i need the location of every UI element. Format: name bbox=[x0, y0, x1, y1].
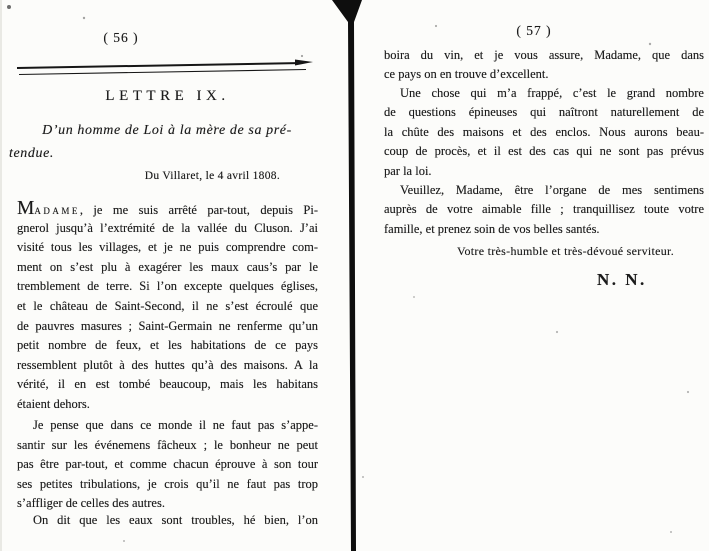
text-line: auprès de votre aimable fille ; tranquillisez toute votre bbox=[384, 202, 704, 217]
text-line: pas être par-tout, et comme chacun éprouve à son tour bbox=[17, 457, 318, 472]
text-line: coup de procès, et il est des cas qui ne sont pas prévus bbox=[384, 144, 704, 159]
text-line: gnerol jusqu’à l’extrémité de la vallée du Cluson. J’ai bbox=[17, 220, 318, 235]
letter-subtitle bbox=[9, 119, 325, 165]
text-line: vérité, il en est tombé beaucoup, mais les habitans bbox=[17, 377, 318, 392]
text-line: petit nombre de feux, et les habitations de ce pays bbox=[17, 338, 318, 353]
text-line: tremblement de terre. Si l’on excepte quelques églises, bbox=[17, 279, 318, 294]
text-line: ment on s’est plu à exagérer les maux caus’s par le bbox=[17, 259, 318, 274]
text-line: et le château de Saint-Second, il ne s’est écroulé que bbox=[17, 298, 318, 313]
text-line: Veuillez, Madame, être l’organe de mes sentimens bbox=[400, 183, 704, 197]
drop-initial: M bbox=[17, 199, 35, 219]
text-line: santir sur les événemens fâcheux ; le bonheur ne peut bbox=[17, 437, 318, 452]
header-double-rule bbox=[17, 60, 313, 75]
text-line: visité tous les villages, et je ne puis comprendre com- bbox=[17, 240, 318, 255]
letter-dateline: Du Villaret, le 4 avril 1808. bbox=[144, 170, 280, 182]
opening-line-text: , je me suis arrêté par-tout, depuis Pi- bbox=[79, 203, 318, 217]
page-number-56: ( 56 ) bbox=[103, 30, 139, 45]
letter-heading: LETTRE IX. bbox=[105, 88, 230, 104]
text-line: famille, et prenez soin de vos belles santés. bbox=[384, 221, 600, 236]
text-line: Une chose qui m’a frappé, c’est le grand nombre bbox=[400, 86, 704, 100]
text-line: ressemblent plutôt à des huttes qu’à des maisons. A la bbox=[17, 357, 318, 372]
paragraph-opening-line bbox=[17, 199, 318, 219]
text-line: ses petites tribulations, je crois qu’il ne faut pas trop bbox=[17, 476, 318, 491]
paragraph-5 bbox=[384, 84, 704, 181]
text-line: de pauvres masures ; Saint-Germain ne renferme qu’un bbox=[17, 318, 318, 333]
letter-initials: N. N. bbox=[597, 270, 647, 289]
letter-signature: Votre très-humble et très-dévoué serviteur. bbox=[457, 244, 674, 258]
text-line: s’affliger de celles des autres. bbox=[17, 496, 165, 511]
text-line: tendue. bbox=[9, 146, 55, 161]
paragraph-1 bbox=[17, 199, 318, 415]
text-line: D’un homme de Loi à la mère de sa pré- bbox=[42, 123, 292, 138]
page-number-57: ( 57 ) bbox=[516, 23, 552, 38]
text-line: la chûte des maisons et des enclos. Nous aurons beau- bbox=[384, 124, 704, 139]
paragraph-2 bbox=[17, 416, 318, 514]
text-line: Je pense que dans ce monde il ne faut pas s’appe- bbox=[33, 418, 318, 432]
text-line: de questions épineuses qui naîtront naturellement de bbox=[384, 105, 704, 120]
text-line: étaient dehors. bbox=[17, 396, 90, 411]
page-gutter-shadow bbox=[332, 0, 362, 551]
paragraph-3 bbox=[17, 511, 318, 531]
small-caps-word: adame bbox=[34, 203, 80, 217]
text-line: boira du vin, et je vous assure, Madame, que dans bbox=[384, 48, 704, 62]
scan-edge bbox=[0, 0, 2, 551]
text-line: ce pays on en trouve d’excellent. bbox=[384, 67, 549, 82]
paragraph-6 bbox=[384, 181, 704, 239]
text-line: par la loi. bbox=[384, 163, 432, 178]
text-line: On dit que les eaux sont troubles, hé bien, l’on bbox=[33, 513, 318, 527]
paragraph-1-lines bbox=[17, 219, 318, 415]
paragraph-4 bbox=[384, 46, 704, 85]
